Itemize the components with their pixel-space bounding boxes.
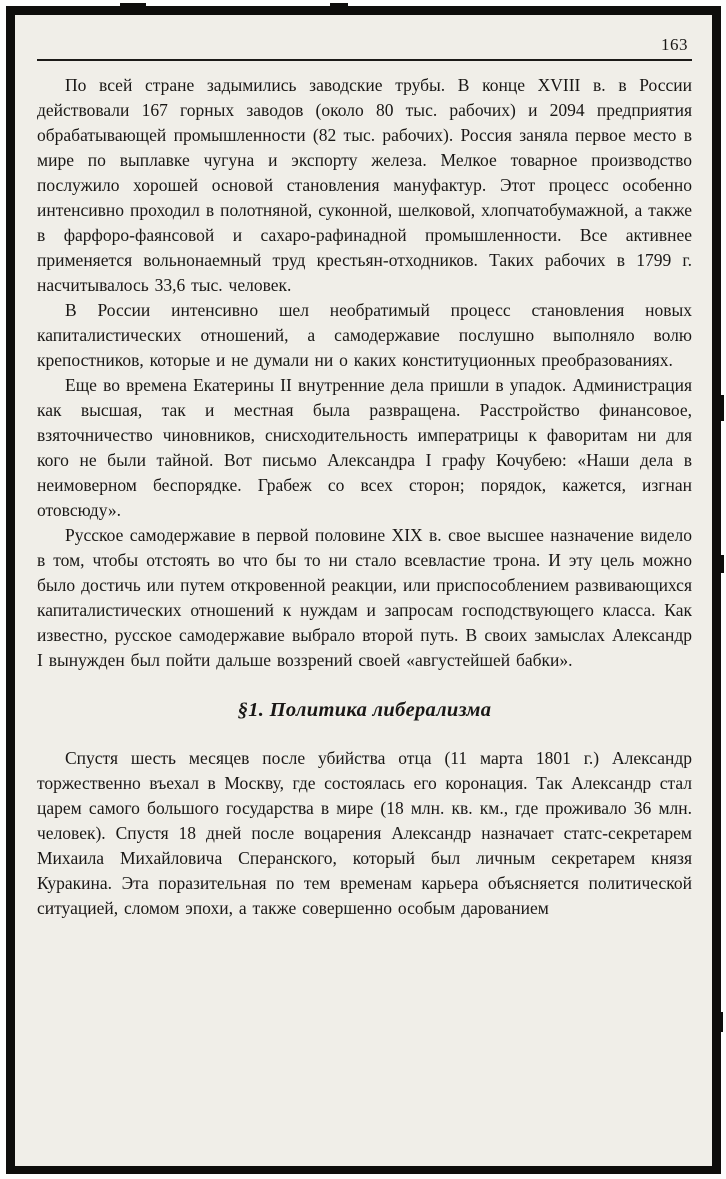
scan-artifact xyxy=(718,1012,723,1032)
paragraph: По всей стране задымились заводские трубы. В конце XVIII в. в России действовали 167 горных заводов (около 80 тыс. рабочих) и 2094 предприятия обрабатывающей промышленности (82 тыс. рабочих). Россия заняла первое место в мире по выплавке чугуна и экспорту железа. Мелкое товарное производство послужило хорошей основой становления мануфактур. Этот процесс особенно интенсивно проходил в полотняной, суконной, шелковой, хлопчатобумажной, а также в фарфоро-фаянсовой и сахаро-рафинадной промышленности. Все активнее применяется вольнонаемный труд крестьян-отходников. Таких рабочих в 1799 г. насчитывалось 33,6 тыс. человек. xyxy=(37,75,692,295)
paragraph: В России интенсивно шел необратимый процесс становления новых капиталистических отношений, а самодержавие послушно выполняло волю крепостников, которые и не думали ни о каких конституционных преобразованиях. xyxy=(37,300,692,370)
page-number: 163 xyxy=(661,35,688,54)
scan-artifact xyxy=(330,3,348,8)
paragraph: Еще во времена Екатерины II внутренние дела пришли в упадок. Администрация как высшая, так и местная была развращена. Расстройство финансовое, взяточничество чиновников, снисходительность императрицы к фаворитам ни для кого не были тайной. Вот письмо Александра I графу Кочубею: «Наши дела в неимоверном беспорядке. Грабеж со всех сторон; порядок, кажется, изгнан отовсюду». xyxy=(37,375,692,520)
section-heading: §1. Политика либерализма xyxy=(237,699,492,721)
scan-artifact xyxy=(120,3,146,9)
scan-artifact xyxy=(719,555,724,573)
scan-artifact xyxy=(718,395,724,421)
header-rule xyxy=(37,59,692,61)
page-text xyxy=(37,73,692,921)
page-body xyxy=(15,15,712,1166)
paragraph: Спустя шесть месяцев после убийства отца (11 марта 1801 г.) Александр торжественно въехал в Москву, где состоялась его коронация. Так Александр стал царем самого большого государства в мире (18 млн. кв. км., где проживало 36 млн. человек). Спустя 18 дней после воцарения Александр назначает статс-секретарем Михаила Михайловича Сперанского, который был личным секретарем князя Куракина. Эта поразительная по тем временам карьера объясняется политической ситуацией, сломом эпохи, а также совершенно особым дарованием xyxy=(37,748,692,918)
paragraph: Русское самодержавие в первой половине XIX в. свое высшее назначение видело в том, чтобы отстоять во что бы то ни стало всевластие трона. И эту цель можно было достичь или путем откровенной реакции, или приспособлением развивающихся капиталистических отношений к нуждам и запросам господствующего класса. Как известно, русское самодержавие выбрало второй путь. В своих замыслах Александр I вынужден был пойти дальше воззрений своей «августейшей бабки». xyxy=(37,525,692,670)
